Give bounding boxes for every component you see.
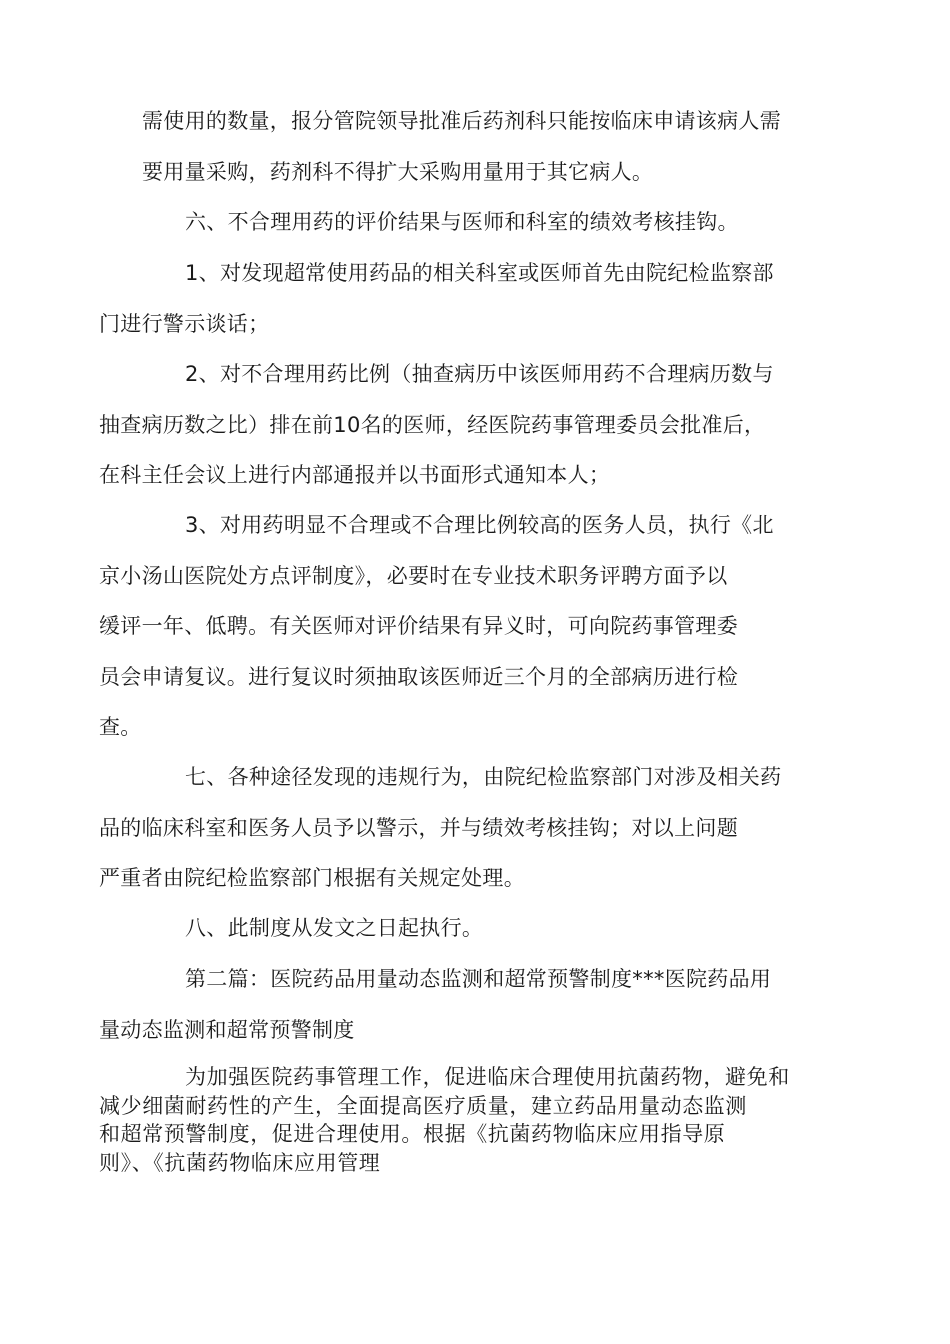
text-line: 京小汤山医院处方点评制度》，必要时在专业技术职务评聘方面予以 — [99, 563, 728, 588]
text-line: 严重者由院纪检监察部门根据有关规定处理。 — [99, 866, 525, 890]
text-line: 量动态监测和超常预警制度 — [99, 1017, 355, 1042]
paragraph-part-two-title — [99, 954, 832, 1055]
text-line: 六、不合理用药的评价结果与医师和科室的绩效考核挂钩。 — [185, 210, 739, 234]
text-line: 需使用的数量，报分管院领导批准后药剂科只能按临床申请该病人需 — [142, 109, 781, 133]
text-line: 第二篇：医院药品用量动态监测和超常预警制度***医院药品用 — [185, 967, 772, 991]
paragraph-item-six-1 — [99, 248, 832, 349]
text-line: 减少细菌耐药性的产生，全面提高医疗质量，建立药品用量动态监测 — [99, 1093, 747, 1118]
text-line: 1、对发现超常使用药品的相关科室或医师首先由院纪检监察部 — [185, 261, 774, 285]
text-line: 查。 — [99, 715, 142, 739]
paragraph-section-seven — [99, 752, 832, 904]
text-line: 要用量采购，药剂科不得扩大采购用量用于其它病人。 — [142, 159, 654, 184]
text-line: 则》、《抗菌药物临床应用管理 — [99, 1150, 381, 1175]
text-line: 八、此制度从发文之日起执行。 — [185, 916, 484, 940]
text-line: 门进行警示谈话； — [99, 311, 270, 336]
text-line: 和超常预警制度，促进合理使用。根据《抗菌药物临床应用指导原 — [99, 1122, 726, 1146]
text-line: 在科主任会议上进行内部通报并以书面形式通知本人； — [99, 463, 611, 487]
paragraph-item-six-3 — [99, 500, 832, 753]
paragraph-intro — [99, 1063, 832, 1177]
text-line: 为加强医院药事管理工作，促进临床合理使用抗菌药物，避免和 — [185, 1065, 790, 1089]
paragraph-section-six — [142, 197, 832, 248]
text-line: 员会申请复议。进行复议时须抽取该医师近三个月的全部病历进行检 — [99, 664, 738, 689]
text-line: 七、各种途径发现的违规行为，由院纪检监察部门对涉及相关药 — [185, 765, 782, 789]
text-line: 3、对用药明显不合理或不合理比例较高的医务人员，执行《北 — [185, 513, 774, 537]
paragraph-item-six-2 — [99, 349, 832, 501]
text-line: 2、对不合理用药比例（抽查病历中该医师用药不合理病历数与 — [185, 362, 774, 386]
paragraph-section-eight — [142, 903, 832, 954]
text-line: 抽查病历数之比）排在前10名的医师，经医院药事管理委员会批准后， — [99, 412, 766, 437]
text-line: 缓评一年、低聘。有关医师对评价结果有异义时，可向院药事管理委 — [99, 614, 738, 638]
text-line: 品的临床科室和医务人员予以警示，并与绩效考核挂钩；对以上问题 — [99, 815, 738, 840]
paragraph-continuation — [142, 96, 832, 197]
